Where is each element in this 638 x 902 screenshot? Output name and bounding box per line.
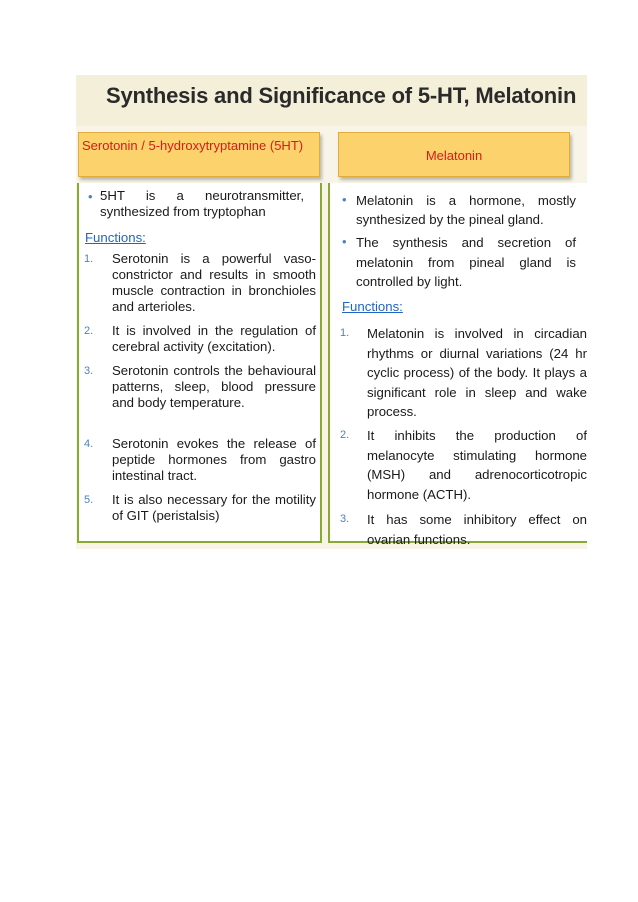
serotonin-fn-2-number: 2. — [84, 325, 94, 337]
bullet-icon: • — [88, 189, 93, 204]
serotonin-fn-5: It is also necessary for the motility of GIT (peristalsis) — [112, 492, 316, 523]
serotonin-bullet: 5HT is a neurotransmitter, synthesized from tryptophan — [100, 188, 304, 219]
serotonin-header — [78, 132, 320, 177]
melatonin-fn-3: It has some inhibitory effect on ovarian functions. — [367, 512, 587, 547]
serotonin-fn-3-number: 3. — [84, 365, 94, 377]
serotonin-fn-2: It is involved in the regulation of cerebral activity (excitation). — [112, 323, 316, 354]
serotonin-fn-1: Serotonin is a powerful vaso-constrictor and results in smooth muscle contraction in bronchioles and arterioles. — [112, 251, 316, 314]
serotonin-fn-4-number: 4. — [84, 438, 94, 450]
serotonin-column — [77, 183, 322, 543]
bullet-icon: • — [342, 192, 347, 207]
melatonin-bullet-1: Melatonin is a hormone, mostly synthesized by the pineal gland. — [356, 193, 576, 227]
slide — [76, 75, 587, 549]
serotonin-fn-5-number: 5. — [84, 494, 94, 506]
serotonin-header-text: Serotonin / 5-hydroxytryptamine (5HT) — [82, 138, 304, 153]
melatonin-bullet-2: The synthesis and secretion of melatonin from pineal gland is controlled by light. — [356, 235, 576, 289]
title-band — [76, 75, 587, 126]
bullet-icon: • — [342, 234, 347, 249]
melatonin-fn-3-number: 3. — [340, 513, 350, 525]
melatonin-header — [338, 132, 570, 177]
melatonin-fn-2-number: 2. — [340, 429, 350, 441]
melatonin-fn-1: Melatonin is involved in circadian rhythms or diurnal variations (24 hr cyclic process) of the body. It plays a significant role in sleep and wake process. — [367, 326, 587, 419]
melatonin-fn-1-number: 1. — [340, 327, 350, 339]
melatonin-header-text: Melatonin — [425, 148, 483, 163]
serotonin-fn-1-number: 1. — [84, 253, 94, 265]
serotonin-functions-label: Functions: — [85, 230, 146, 245]
serotonin-fn-4: Serotonin evokes the release of peptide hormones from gastro intestinal tract. — [112, 436, 316, 483]
melatonin-column — [328, 183, 587, 547]
serotonin-fn-3: Serotonin controls the behavioural patterns, sleep, blood pressure and body temperature. — [112, 363, 316, 410]
melatonin-functions-label: Functions: — [342, 299, 403, 314]
slide-title: Synthesis and Significance of 5-HT, Melatonin — [106, 83, 577, 108]
melatonin-fn-2: It inhibits the production of melanocyte stimulating hormone (MSH) and adrenocorticotropic hormone (ACTH). — [367, 428, 587, 502]
